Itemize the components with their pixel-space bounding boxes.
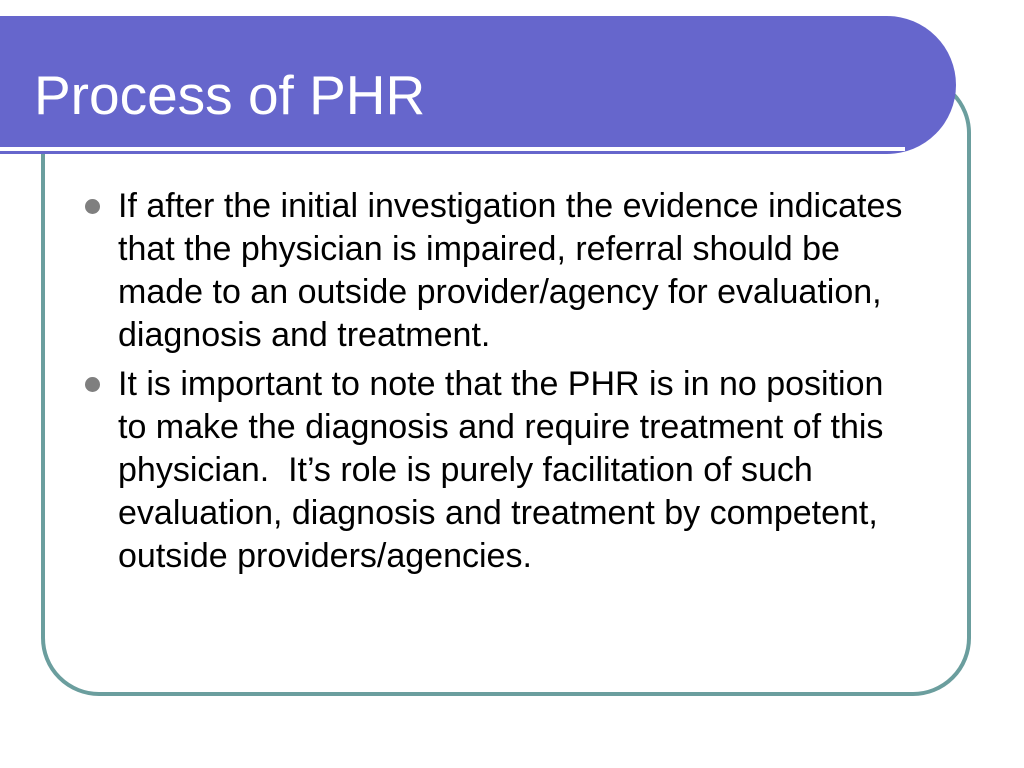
bullet-list xyxy=(82,185,912,584)
title-bar xyxy=(0,16,956,154)
title-underline xyxy=(0,147,905,151)
bullet-item xyxy=(82,185,912,357)
bullet-dot-icon xyxy=(85,199,100,214)
bullet-text: If after the initial investigation the evidence indicates that the physician is impaired, referral should be made to an outside provider/agency for evaluation, diagnosis and treatment. xyxy=(118,187,912,354)
bullet-dot-icon xyxy=(85,377,100,392)
bullet-text: It is important to note that the PHR is in no position to make the diagnosis and require treatment of this physician. It’s role is purely facilitation of such evaluation, diagnosis and treatment by competent, outside providers/agencies. xyxy=(118,365,893,575)
bullet-item xyxy=(82,363,912,578)
slide-title: Process of PHR xyxy=(34,64,426,126)
